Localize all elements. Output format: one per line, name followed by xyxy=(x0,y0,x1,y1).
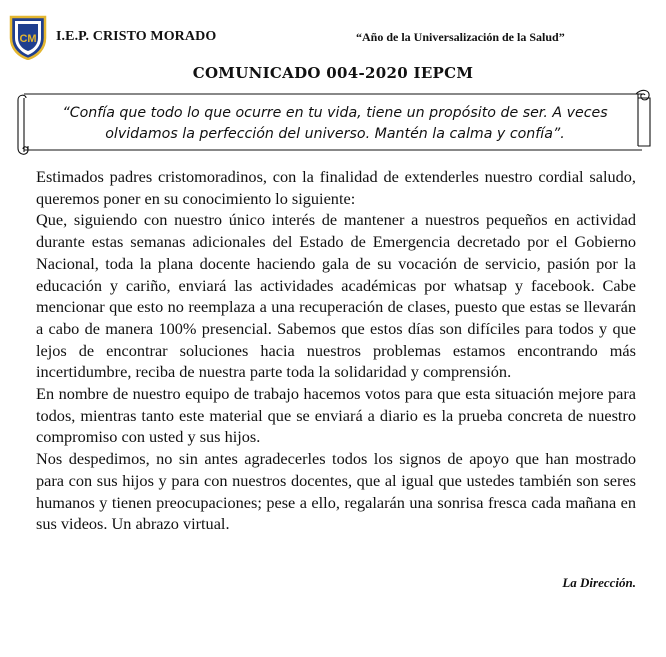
quote-scroll-box xyxy=(14,88,654,156)
logo-text: CM xyxy=(19,33,37,45)
paragraph-commitment: En nombre de nuestro equipo de trabajo hacemos votos para que esta situación mejore para todos, mientras tanto este material que se enviará a diario es la prueba concreta de nuestro compromiso con usted y sus hijos. xyxy=(36,384,636,447)
year-motto: “Año de la Universalización de la Salud” xyxy=(356,30,565,44)
school-name: I.E.P. CRISTO MORADO xyxy=(56,29,217,44)
paragraph-farewell: Nos despedimos, no sin antes agradecerles todos los signos de apoyo que han mostrado para con sus hijos y para con nuestros docentes, que al igual que ustedes también son seres humanos y tienen preocupaciones; pese a ello, regalarán una sonrisa fresca cada mañana en sus videos. Un abrazo virtual. xyxy=(36,449,636,534)
quote-text: “Confía que todo lo que ocurre en tu vida, tiene un propósito de ser. A veces olvidamos la perfección del universo. Mantén la calma y confía”. xyxy=(62,105,608,142)
document-title: COMUNICADO 004-2020 IEPCM xyxy=(192,64,474,82)
school-logo xyxy=(9,14,47,60)
paragraph-greeting: Estimados padres cristomoradinos, con la finalidad de extenderles nuestro cordial saludo, queremos poner en su conocimiento lo siguiente: xyxy=(36,167,636,208)
document-body xyxy=(36,166,636,535)
paragraph-activities: Que, siguiendo con nuestro único interés de mantener a nuestros pequeños en actividad durante estas semanas adicionales del Estado de Emergencia decretado por el Gobierno Nacional, toda la plana docente haciendo gala de su vocación de servicio, pasión por la educación y cariño, enviará las actividades académicas por whatsap y facebook. Cabe mencionar que esto no reemplaza a una recuperación de clases, puesto que estas se llevarán a cabo de manera 100% presencial. Sabemos que estos días son difíciles para todos y que lejos de encontrar soluciones hacia nuestros problemas estamos encontrando más incertidumbre, reciba de nuestra parte toda la solidaridad y comprensión. xyxy=(36,210,636,382)
signature: La Dirección. xyxy=(562,575,636,590)
